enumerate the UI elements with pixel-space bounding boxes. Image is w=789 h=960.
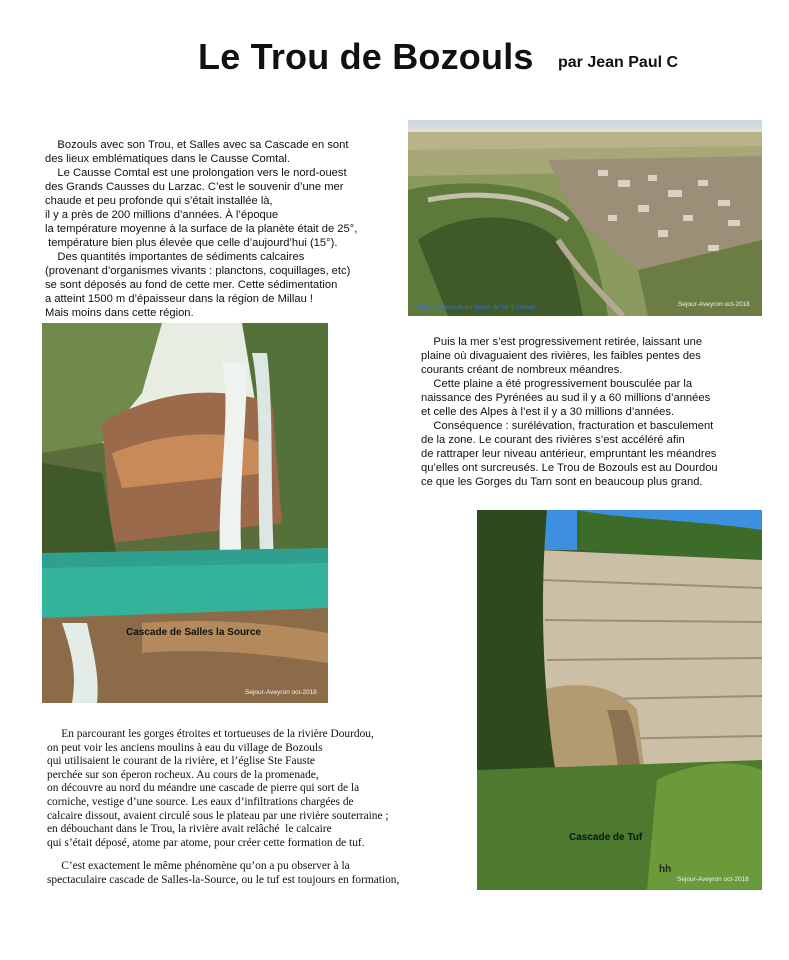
- text-line: Mais moins dans cette région.: [45, 307, 194, 319]
- text-line: se sont déposés au fond de cette mer. Cette sédimentation: [45, 279, 338, 291]
- text-line: qui utilisaient le courant de la rivière, et l’église Ste Fauste: [47, 755, 315, 768]
- text-line: calcaire dissout, avaient circulé sous le plateau par une rivière souterraine ;: [47, 809, 389, 822]
- gorges-paragraph: [47, 728, 389, 850]
- geology-paragraph: [421, 335, 718, 489]
- text-line: naissance des Pyrénées au sud il y a 60 millions d’années: [421, 392, 711, 404]
- text-line: de la zone. Le courant des rivières s’est accéléré afin: [421, 434, 685, 446]
- text-line: et celle des Alpes à l’est il y a 30 millions d’années.: [421, 406, 675, 418]
- aerial-watermark: Trou de Bozouls en forme de fer à cheval: [416, 304, 535, 311]
- text-line: perchée sur son éperon rocheux. Au cours de la promenade,: [47, 768, 319, 781]
- text-line: En parcourant les gorges étroites et tortueuses de la rivière Dourdou,: [47, 728, 374, 740]
- text-line: chaude et peu profonde qui s’était installée là,: [45, 195, 273, 207]
- aerial-credit: Sejour-Aveyron oct-2018: [678, 301, 750, 308]
- text-line: C’est exactement le même phénomène qu’on a pu observer à la: [47, 860, 350, 872]
- text-line: Le Causse Comtal est une prolongation vers le nord-ouest: [45, 167, 347, 179]
- text-line: Cette plaine a été progressivement bousculée par la: [421, 378, 693, 390]
- text-line: ce que les Gorges du Tarn sont en beaucoup plus grand.: [421, 476, 703, 488]
- text-line: (provenant d’organismes vivants : planctons, coquillages, etc): [45, 265, 351, 277]
- text-line: a atteint 1500 m d’épaisseur dans la région de Millau !: [45, 293, 314, 305]
- text-line: courants créant de nombreux méandres.: [421, 364, 623, 376]
- text-line: de rattraper leur niveau antérieur, empruntant les méandres: [421, 448, 717, 460]
- text-line: qui s’était déposé, atome par atome, pour créer cette formation de tuf.: [47, 836, 365, 849]
- text-line: corniche, vestige d’une source. Les eaux d’infiltrations chargées de: [47, 795, 354, 808]
- waterfall-credit: Sejour-Aveyron oct-2018: [245, 689, 317, 696]
- text-line: plaine où divaguaient des rivières, les faibles pentes des: [421, 350, 701, 362]
- waterfall-caption: Cascade de Salles la Source: [126, 627, 262, 638]
- text-line: en débouchant dans le Trou, la rivière avait relâché le calcaire: [47, 823, 332, 836]
- text-line: on découvre au nord du méandre une cascade de pierre qui sort de la: [47, 782, 360, 795]
- text-line: des Grands Causses du Larzac. C’est le souvenir d’une mer: [45, 181, 344, 193]
- tuff-cliff-photo: [477, 510, 762, 890]
- cliff-caption: Cascade de Tuf: [569, 832, 643, 843]
- text-line: qu’elles ont surcreusés. Le Trou de Bozouls est au Dourdou: [421, 462, 718, 474]
- author-byline: par Jean Paul C: [558, 54, 679, 71]
- text-line: la température moyenne à la surface de la planète était de 25°,: [45, 223, 358, 235]
- page-title: Le Trou de Bozouls: [198, 36, 534, 77]
- text-line: Bozouls avec son Trou, et Salles avec sa Cascade en sont: [45, 139, 349, 151]
- intro-paragraph: [45, 138, 357, 320]
- conclusion-paragraph: [47, 860, 399, 887]
- cliff-mark: hh: [659, 864, 672, 875]
- text-line: Puis la mer s’est progressivement retirée, laissant une: [421, 336, 703, 348]
- aerial-village-photo: [408, 120, 762, 316]
- text-line: il y a près de 200 millions d’années. À l’époque: [45, 209, 279, 221]
- text-line: on peut voir les anciens moulins à eau du village de Bozouls: [47, 741, 323, 754]
- text-line: des lieux emblématiques dans le Causse Comtal.: [45, 153, 291, 165]
- text-line: Des quantités importantes de sédiments calcaires: [45, 251, 305, 263]
- waterfall-photo: [42, 323, 328, 703]
- text-line: Conséquence : surélévation, fracturation et basculement: [421, 420, 714, 432]
- cliff-credit: Sejour-Aveyron oct-2018: [677, 876, 749, 883]
- text-line: spectaculaire cascade de Salles-la-Source, ou le tuf est toujours en formation,: [47, 873, 400, 886]
- text-line: température bien plus élevée que celle d’aujourd’hui (15°).: [45, 237, 338, 249]
